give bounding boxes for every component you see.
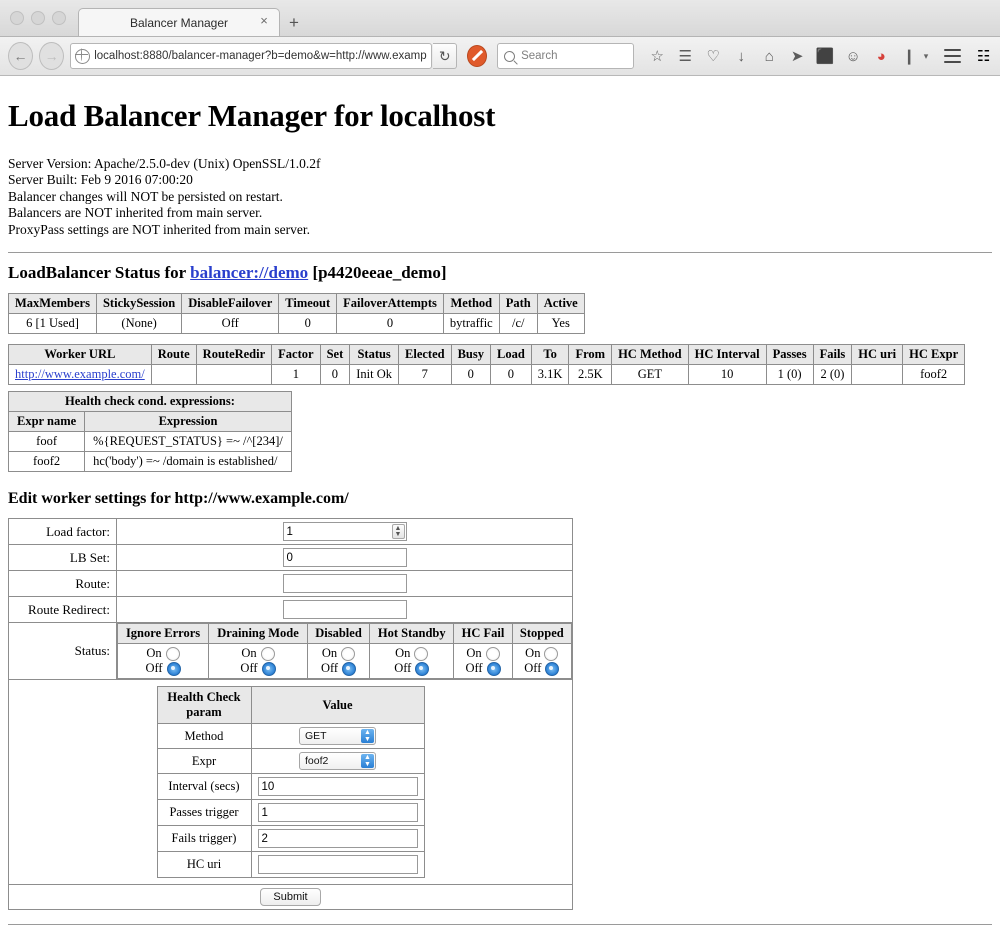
forward-button[interactable]: →: [39, 42, 64, 70]
cell-path: /c/: [499, 314, 537, 334]
edit-worker-heading: Edit worker settings for http://www.example.com/: [8, 490, 349, 508]
status-radio-row: [118, 644, 572, 679]
cell-route: [151, 365, 196, 385]
close-tab-icon[interactable]: ×: [260, 13, 268, 28]
toolbar-icons: [648, 47, 929, 66]
on-label: On: [321, 646, 338, 661]
table-header-row: [9, 412, 292, 432]
cell-to: 3.1K: [531, 365, 569, 385]
no-script-icon[interactable]: [467, 45, 487, 67]
health-check-param-cell: [9, 680, 573, 885]
cell-set: 0: [320, 365, 350, 385]
col-worker-url: Worker URL: [9, 345, 152, 365]
status-label: Status:: [9, 623, 117, 680]
cell-hc-expr: foof2: [903, 365, 965, 385]
balancer-status-heading: [8, 263, 992, 283]
col-maxmembers: MaxMembers: [9, 294, 97, 314]
select-arrows-icon: ▲ ▼: [361, 754, 374, 768]
col-passes: Passes: [766, 345, 813, 365]
stopped-on-row[interactable]: [519, 646, 565, 661]
col-hc-param: Health Check param: [157, 687, 251, 724]
col-hc-interval: HC Interval: [688, 345, 766, 365]
health-check-caption: Health check cond. expressions:: [9, 392, 292, 412]
hc-fail-on-row[interactable]: [460, 646, 505, 661]
search-icon: [504, 51, 515, 62]
load-factor-spinner-wrap: [283, 522, 407, 541]
col-path: Path: [499, 294, 537, 314]
balancer-heading-prefix: LoadBalancer Status for: [8, 263, 191, 283]
address-bar[interactable]: [70, 43, 432, 69]
hc-method-label: Method: [157, 724, 251, 749]
maximize-window-button[interactable]: [52, 11, 66, 25]
cell-hc-uri: [852, 365, 903, 385]
hc-passes-input[interactable]: [258, 803, 418, 822]
page-title: Load Balancer Manager for localhost: [8, 98, 496, 133]
col-failoverattempts: FailoverAttempts: [337, 294, 444, 314]
form-row-submit: [9, 885, 573, 910]
on-label: On: [525, 646, 541, 661]
submit-cell: [9, 885, 573, 910]
hc-fail-on-radio[interactable]: [486, 647, 500, 661]
draining-mode-on-row[interactable]: [215, 646, 301, 661]
on-label: On: [241, 646, 257, 661]
status-ignore-errors-cell: [118, 644, 209, 679]
col-hc-value: Value: [251, 687, 424, 724]
table-header-row: [118, 624, 572, 644]
hc-interval-cell: [251, 774, 424, 800]
col-elected: Elected: [399, 345, 452, 365]
off-label: Off: [524, 661, 542, 676]
load-factor-cell: [117, 519, 573, 545]
balancer-heading-suffix: [p4420eeae_demo]: [308, 263, 447, 283]
col-expression: Expression: [85, 412, 292, 432]
col-hc-method: HC Method: [612, 345, 689, 365]
load-factor-input[interactable]: [283, 522, 407, 541]
hc-expr-label: Expr: [157, 749, 251, 774]
cell-hc-method: GET: [612, 365, 689, 385]
new-tab-icon[interactable]: +: [289, 12, 299, 32]
cell-factor: 1: [272, 365, 320, 385]
col-hc-fail: HC Fail: [454, 624, 512, 644]
cell-routeredir: [196, 365, 272, 385]
route-redirect-input[interactable]: [283, 600, 407, 619]
tab-balancer-manager[interactable]: [78, 8, 280, 36]
col-draining-mode: Draining Mode: [209, 624, 308, 644]
worker-table: [8, 344, 965, 385]
hot-standby-on-radio[interactable]: [414, 647, 428, 661]
hc-passes-label: Passes trigger: [157, 800, 251, 826]
col-load: Load: [491, 345, 532, 365]
reload-button[interactable]: ↻: [433, 43, 457, 69]
worker-url-link[interactable]: http://www.example.com/: [15, 367, 145, 382]
page-content: [0, 76, 1000, 927]
cell-hc-interval: 10: [688, 365, 766, 385]
form-row-route: [9, 571, 573, 597]
table-row-hc-uri: [157, 852, 424, 878]
health-check-expressions-table: [8, 391, 292, 472]
hc-fail-off-radio[interactable]: [487, 662, 501, 676]
col-routeredir: RouteRedir: [196, 345, 272, 365]
hc-fails-input[interactable]: [258, 829, 418, 848]
menu-icon[interactable]: [944, 49, 961, 63]
on-label: On: [146, 646, 162, 661]
draining-mode-off-radio[interactable]: [262, 662, 276, 676]
smiley-icon[interactable]: ☺: [845, 47, 861, 65]
cell-passes: 1 (0): [766, 365, 813, 385]
cell-from: 2.5K: [569, 365, 612, 385]
close-window-button[interactable]: [10, 11, 24, 25]
hc-interval-label: Interval (secs): [157, 774, 251, 800]
cell-timeout: 0: [279, 314, 337, 334]
status-hot-standby-cell: [370, 644, 454, 679]
minimize-window-button[interactable]: [31, 11, 45, 25]
tab-strip: [78, 0, 308, 36]
cell-expr-name-foof2: foof2: [9, 452, 85, 472]
col-busy: Busy: [451, 345, 490, 365]
balancer-summary-table: [8, 293, 585, 334]
hot-standby-off-row[interactable]: [376, 661, 447, 676]
inherit-note: Balancers are NOT inherited from main server.: [8, 205, 263, 221]
table-row: [9, 432, 292, 452]
disabled-on-radio[interactable]: [341, 647, 355, 661]
off-label: Off: [145, 661, 163, 676]
cell-worker-url: [9, 365, 152, 385]
hot-standby-off-radio[interactable]: [415, 662, 429, 676]
table-row-passes: [157, 800, 424, 826]
bottom-divider: [8, 924, 992, 925]
cell-expression-foof: %{REQUEST_STATUS} =~ /^[234]/: [85, 432, 292, 452]
reader-view-icon[interactable]: ☰: [678, 47, 692, 65]
col-hot-standby: Hot Standby: [370, 624, 454, 644]
stopped-on-radio[interactable]: [544, 647, 558, 661]
draining-mode-on-radio[interactable]: [261, 647, 275, 661]
col-stopped: Stopped: [512, 624, 571, 644]
tab-title: Balancer Manager: [129, 15, 229, 30]
chevron-down-icon[interactable]: ▾: [923, 50, 929, 61]
spinner-icon[interactable]: ▲ ▼: [392, 524, 405, 539]
cell-elected: 7: [399, 365, 452, 385]
table-header-row: [9, 345, 965, 365]
status-hc-fail-cell: [454, 644, 512, 679]
window-controls[interactable]: [10, 11, 66, 25]
submit-button[interactable]: Submit: [260, 888, 320, 906]
back-button[interactable]: ←: [8, 42, 33, 70]
cell-status: Init Ok: [350, 365, 399, 385]
address-bar-text: localhost:8880/balancer-manager?b=demo&w=http://www.examp: [94, 50, 427, 62]
hc-method-selected-value: GET: [305, 730, 327, 743]
table-header-row: [9, 294, 585, 314]
lb-set-input[interactable]: [283, 548, 407, 567]
col-factor: Factor: [272, 345, 320, 365]
health-check-param-table: [157, 686, 425, 878]
hc-method-select[interactable]: [299, 727, 376, 745]
pocket-icon[interactable]: ⬛: [815, 47, 835, 65]
ignore-errors-off-radio[interactable]: [167, 662, 181, 676]
table-row-method: [157, 724, 424, 749]
stopped-off-row[interactable]: [519, 661, 565, 676]
route-label: Route:: [9, 571, 117, 597]
cell-method: bytraffic: [443, 314, 499, 334]
proxypass-note: ProxyPass settings are NOT inherited from main server.: [8, 221, 310, 237]
route-redirect-label: Route Redirect:: [9, 597, 117, 623]
hc-passes-cell: [251, 800, 424, 826]
battery-icon[interactable]: ❙: [902, 47, 916, 65]
server-version: Server Version: Apache/2.5.0-dev (Unix) OpenSSL/1.0.2f: [8, 156, 321, 171]
select-arrows-icon: ▲ ▼: [361, 729, 374, 743]
persist-note: Balancer changes will NOT be persisted on restart.: [8, 188, 283, 204]
off-label: Off: [465, 661, 483, 676]
search-input[interactable]: [497, 43, 634, 69]
col-fails: Fails: [813, 345, 852, 365]
hc-fails-cell: [251, 826, 424, 852]
col-to: To: [531, 345, 569, 365]
balancer-link[interactable]: balancer://demo: [190, 263, 309, 283]
route-cell: [117, 571, 573, 597]
ignore-errors-on-radio[interactable]: [166, 647, 180, 661]
disabled-off-radio[interactable]: [342, 662, 356, 676]
globe-icon: [75, 49, 90, 64]
cell-stickysession: (None): [96, 314, 181, 334]
table-row-fails: [157, 826, 424, 852]
hc-uri-input[interactable]: [258, 855, 418, 874]
cell-expr-name-foof: foof: [9, 432, 85, 452]
col-hc-uri: HC uri: [852, 345, 903, 365]
table-row: [9, 365, 965, 385]
off-label: Off: [320, 661, 339, 676]
status-table: [117, 623, 572, 679]
col-method: Method: [443, 294, 499, 314]
worker-settings-form: [8, 518, 573, 910]
disabled-on-row[interactable]: [314, 646, 363, 661]
col-hc-expr: HC Expr: [903, 345, 965, 365]
table-header-row: [157, 687, 424, 724]
off-label: Off: [240, 661, 258, 676]
cell-busy: 0: [451, 365, 490, 385]
lb-set-label: LB Set:: [9, 545, 117, 571]
ignore-errors-on-row[interactable]: [124, 646, 202, 661]
cell-failoverattempts: 0: [337, 314, 444, 334]
table-row: [9, 452, 292, 472]
screenshot-icon[interactable]: ☷: [976, 47, 991, 65]
table-row: [9, 314, 585, 334]
on-label: On: [395, 646, 411, 661]
shield-icon[interactable]: ♡: [706, 47, 720, 65]
col-set: Set: [320, 345, 350, 365]
cell-active: Yes: [537, 314, 584, 334]
cell-fails: 2 (0): [813, 365, 852, 385]
col-disablefailover: DisableFailover: [182, 294, 279, 314]
status-disabled-cell: [307, 644, 369, 679]
hc-uri-cell: [251, 852, 424, 878]
col-from: From: [569, 345, 612, 365]
lb-set-cell: [117, 545, 573, 571]
title-bar: [0, 0, 1000, 37]
hc-interval-input[interactable]: [258, 777, 418, 796]
off-label: Off: [394, 661, 412, 676]
cell-expression-foof2: hc('body') =~ /domain is established/: [85, 452, 292, 472]
hc-expr-cell: [251, 749, 424, 774]
divider: [8, 252, 992, 253]
on-label: On: [466, 646, 482, 661]
download-icon[interactable]: ↓: [737, 47, 745, 65]
hc-fail-off-row[interactable]: [460, 661, 505, 676]
hc-uri-label: HC uri: [157, 852, 251, 878]
table-row-interval: [157, 774, 424, 800]
server-info: [8, 156, 992, 238]
route-input[interactable]: [283, 574, 407, 593]
col-route: Route: [151, 345, 196, 365]
home-icon[interactable]: ⌂: [764, 47, 774, 65]
hc-method-cell: [251, 724, 424, 749]
disabled-off-row[interactable]: [314, 661, 363, 676]
send-icon[interactable]: ➤: [790, 47, 804, 65]
addon-icon[interactable]: ◕: [876, 47, 886, 65]
hc-fails-label: Fails trigger): [157, 826, 251, 852]
col-timeout: Timeout: [279, 294, 337, 314]
hc-expr-select[interactable]: [299, 752, 376, 770]
status-stopped-cell: [512, 644, 571, 679]
load-factor-label: Load factor:: [9, 519, 117, 545]
col-stickysession: StickySession: [96, 294, 181, 314]
cell-disablefailover: Off: [182, 314, 279, 334]
col-status: Status: [350, 345, 399, 365]
hc-expr-selected-value: foof2: [305, 755, 329, 768]
cell-maxmembers: 6 [1 Used]: [9, 314, 97, 334]
table-caption-row: [9, 392, 292, 412]
cell-load: 0: [491, 365, 532, 385]
table-row-expr: [157, 749, 424, 774]
form-row-load-factor: [9, 519, 573, 545]
hot-standby-on-row[interactable]: [376, 646, 447, 661]
form-row-lb-set: [9, 545, 573, 571]
ignore-errors-off-row[interactable]: [124, 661, 202, 676]
bookmark-star-icon[interactable]: ☆: [650, 47, 664, 65]
server-built: Server Built: Feb 9 2016 07:00:20: [8, 172, 193, 188]
col-expr-name: Expr name: [9, 412, 85, 432]
col-active: Active: [537, 294, 584, 314]
status-cell: [117, 623, 573, 680]
search-placeholder: Search: [521, 50, 558, 62]
route-redirect-cell: [117, 597, 573, 623]
status-draining-mode-cell: [209, 644, 308, 679]
form-row-status: [9, 623, 573, 680]
stopped-off-radio[interactable]: [545, 662, 559, 676]
form-row-route-redirect: [9, 597, 573, 623]
draining-mode-off-row[interactable]: [215, 661, 301, 676]
col-ignore-errors: Ignore Errors: [118, 624, 209, 644]
form-row-health-check: [9, 680, 573, 885]
navigation-toolbar: [0, 37, 1000, 76]
col-disabled: Disabled: [307, 624, 369, 644]
